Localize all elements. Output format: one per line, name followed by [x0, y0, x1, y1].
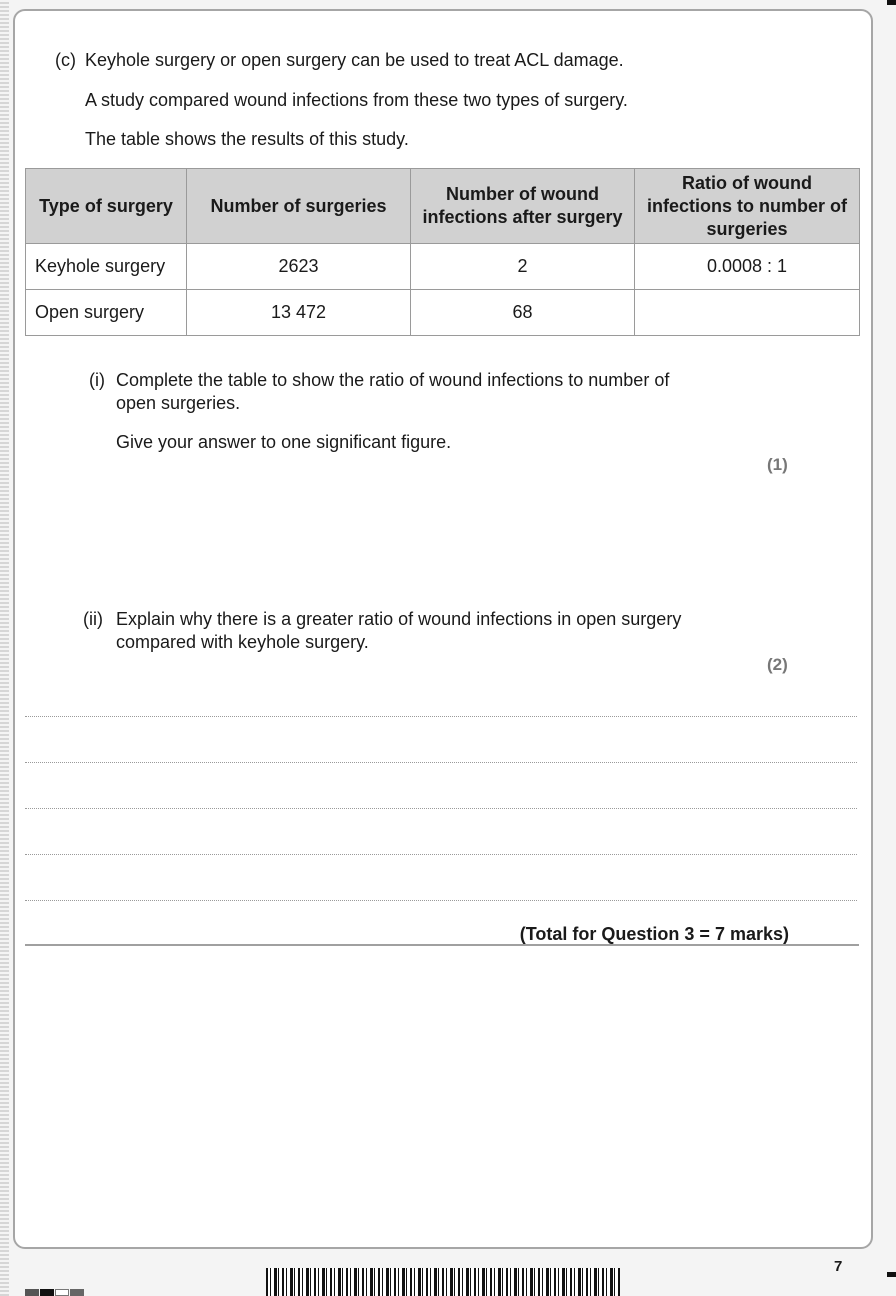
answer-line[interactable]	[25, 716, 857, 717]
part-ii-marks: (2)	[767, 655, 788, 674]
registration-mark	[40, 1289, 54, 1296]
row-keyhole-number: 2623	[187, 244, 411, 290]
corner-mark	[887, 1272, 896, 1277]
part-c-intro-line1: Keyhole surgery or open surgery can be used to treat ACL damage.	[85, 50, 624, 70]
row-open-infections: 68	[411, 290, 635, 336]
table-row	[26, 244, 860, 290]
answer-line[interactable]	[25, 762, 857, 763]
table-header-row	[26, 169, 860, 244]
answer-line[interactable]	[25, 808, 857, 809]
table-row	[26, 290, 860, 336]
part-ii-line2: compared with keyhole surgery.	[116, 632, 369, 652]
registration-mark	[70, 1289, 84, 1296]
part-i-line3: Give your answer to one significant figure.	[116, 432, 452, 452]
row-open-number: 13 472	[187, 290, 411, 336]
part-ii-line1: Explain why there is a greater ratio of wound infections in open surgery	[116, 609, 682, 629]
part-c-label: (c)	[55, 50, 76, 70]
results-table	[25, 168, 860, 336]
barcode	[266, 1268, 620, 1296]
header-wound-infections: Number of wound infections after surgery	[411, 169, 635, 244]
answer-line[interactable]	[25, 854, 857, 855]
header-number-of-surgeries: Number of surgeries	[187, 169, 411, 244]
row-open-type: Open surgery	[26, 290, 187, 336]
header-type-of-surgery: Type of surgery	[26, 169, 187, 244]
part-i-label: (i)	[89, 370, 105, 390]
part-i-line2: open surgeries.	[116, 393, 241, 413]
registration-mark	[55, 1289, 69, 1296]
page-number: 7	[834, 1258, 843, 1275]
part-c-intro-line2: A study compared wound infections from these two types of surgery.	[85, 90, 628, 110]
row-keyhole-type: Keyhole surgery	[26, 244, 187, 290]
registration-mark	[25, 1289, 39, 1296]
part-ii-label: (ii)	[83, 609, 103, 629]
header-ratio: Ratio of wound infections to number of surgeries	[635, 169, 860, 244]
row-keyhole-infections: 2	[411, 244, 635, 290]
row-open-ratio-answer-cell[interactable]	[635, 290, 860, 336]
total-marks: (Total for Question 3 = 7 marks)	[519, 924, 789, 944]
total-rule	[25, 944, 859, 946]
part-c-intro-line3: The table shows the results of this study.	[85, 129, 409, 149]
answer-line[interactable]	[25, 900, 857, 901]
part-i-marks: (1)	[767, 455, 788, 474]
part-i-line1: Complete the table to show the ratio of wound infections to number of	[116, 370, 670, 390]
corner-mark	[887, 0, 896, 5]
row-keyhole-ratio: 0.0008 : 1	[635, 244, 860, 290]
binding-hatch	[0, 0, 9, 1296]
